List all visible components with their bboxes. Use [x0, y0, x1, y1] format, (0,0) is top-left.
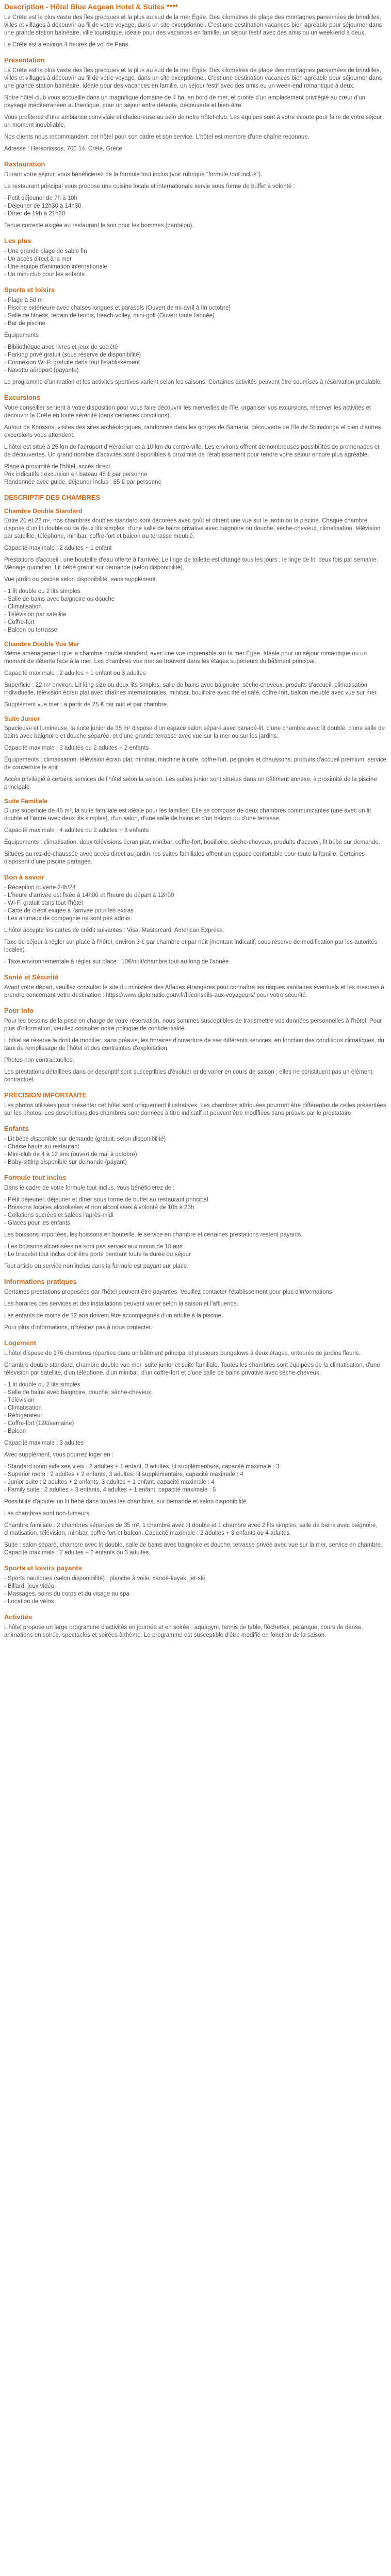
paragraph: Vue jardin ou piscine selon disponibilité, sans supplément. [4, 577, 157, 583]
paragraph: La Crète est la plus vaste des îles grecques et la plus au sud de la mer Égée. Des kilomètres de plage des montagnes parsemées de brindilles, villes et villages à découvrir au fil de votre voyage, dans un site exceptionnel. C'est une destination vacances bien agréable pour séjourner dans une grande station balnéaire, idéale pour des vacances en famille, un séjour festif avec des amis ou un week-end romantique à deux. [4, 67, 382, 89]
paragraph: Les photos utilisées pour présenter cet hôtel sont uniquement illustratives. Les chambres attribuées pourront être différentes de celles présentées sur les photos. Les descriptions des chambres sont données à titre indicatif et peuvent être modifiées sans préavis par le prestataire. [4, 1103, 386, 1116]
paragraph: Nos clients nous recommandent cet hôtel pour son cadre et son service. L'hôtel est membre d'une chaîne reconnue. [4, 134, 309, 140]
paragraph: Photos non contractuelles. [4, 1057, 74, 1063]
section-title: Restauration [4, 160, 45, 168]
paragraph: - Petit déjeuner, déjeuner et dîner sous forme de buffet au restaurant principal - Boissons locales alcoolisées et non alcoolisées à volonté de 10h à 23h - Collations sucrées et salées l'après-midi - Glaces pour les enfants [4, 1197, 208, 1226]
section-title: PRÉCISION IMPORTANTE [4, 1091, 87, 1099]
section-title: Bon à savoir [4, 873, 45, 881]
section-title: Activités [4, 1613, 32, 1621]
section-title: Enfants [4, 1125, 29, 1132]
paragraph: Capacité maximale : 4 adultes ou 2 adultes + 3 enfants [4, 827, 149, 834]
paragraph: L'hôtel propose un large programme d'activités en journée et en soirée : aquagym, tennis de table, fléchettes, pétanque, cours de danse, animations en soirée, spectacles et soirées à thème. Le programme est susceptible d'être modifié en fonction de la saison. [4, 1624, 363, 1638]
paragraph: Les boissons importées, les boissons en bouteille, le service en chambre et certaines prestations restent payants. [4, 1232, 303, 1238]
paragraph: Vous profiterez d'une ambiance conviviale et chaleureuse au sein de notre hôtel-club. Les équipes sont à votre écoute pour faire de votre séjour un moment inoubliable. [4, 114, 382, 128]
subsection-title: Chambre Double Standard [4, 507, 83, 515]
paragraph: Accès privilégié à certains services de l'hôtel selon la saison. Les suites junior sont situées dans un bâtiment annexe, à proximité de la piscine principale. [4, 776, 377, 790]
paragraph: L'hôtel dispose de 176 chambres réparties dans un bâtiment principal et plusieurs bungalows à deux étages, entourés de jardins fleuris. [4, 1350, 361, 1357]
paragraph: Notre hôtel-club vous accueille dans un magnifique domaine de 4 ha, en bord de mer, et profite d'un emplacement privilégié au cœur d'un paysage méditerranéen authentique, pour un séjour entre détente, découverte et bien-être. [4, 95, 365, 109]
paragraph: Plage à proximité de l'hôtel, accès direct. Prix indicatifs : excursion en bateau 45 € par personne Randonnée avec guide, déjeuner inclus : 65 € par personne [4, 464, 161, 485]
paragraph: Votre conseiller se tient à votre disposition pour vous faire découvrir les merveilles de l'île, organiser vos excursions, réserver les activités et découvrir la Crète en toute sérénité (dans certaines conditions). [4, 405, 371, 419]
section-title: Santé et Sécurité [4, 973, 59, 981]
paragraph: Même aménagement que la chambre double standard, avec une vue imprenable sur la mer Égée. Idéale pour un séjour romantique ou un moment de détente face à la mer. Les chambres vue mer se trouvent dans les étages supérieurs du bâtiment principal. [4, 651, 367, 665]
paragraph: Chambre familiale : 2 chambres séparées de 35 m², 1 chambre avec lit double et 1 chambre avec 2 lits simples, salle de bains avec baignoire, climatisation, télévision, minibar, coffre-fort et balcon. Capacité maximale : 2 adultes + 3 enfants ou 4 adultes. [4, 1522, 378, 1536]
paragraph: Avec supplément, vous pourrez loger en : [4, 1452, 114, 1458]
paragraph: Le Crète est le plus vaste des îles grecques et la plus au sud de la mer Égée. Des kilomètres de plage des montagnes parsemées de brindilles, villes et villages à découvrir au fil de votre voyage, dans un site exceptionnel. C'est une destination vacances bien agréable pour séjourner dans une grande station balnéaire, ville touristique, idéale pour des vacances en famille, un séjour festif avec des amis ou un week-end à deux. [4, 14, 382, 36]
paragraph: Les chambres sont non-fumeurs. [4, 1511, 91, 1517]
paragraph: Dans le cadre de votre formule tout inclus, vous bénéficierez de : [4, 1185, 175, 1191]
section-title: Formule tout inclus [4, 1174, 67, 1181]
section-title: Sports et loisirs payants [4, 1564, 82, 1572]
paragraph: Équipements : climatisation, deux télévisions écran plat, minibar, coffre-fort, bouilloire, sèche-cheveux, produits d'accueil, lit bébé sur demande. [4, 839, 380, 845]
intro [4, 14, 387, 49]
paragraph: Les prestations détaillées dans ce descriptif sont susceptibles d'évoluer et de varier en cours de saison ; elles ne constituent pas un élément contractuel. [4, 1069, 372, 1083]
paragraph: Les horaires des services et des installations peuvent varier selon la saison et l'affluence. [4, 1301, 238, 1307]
section-title: Présentation [4, 56, 45, 64]
paragraph: Taxe de séjour à régler sur place à l'hôtel, environ 3 € par chambre et par nuit (montant indicatif, sous réserve de modification par les autorités locales). [4, 939, 378, 953]
paragraph: - Lit bébé disponible sur demande (gratuit, selon disponibilité) - Chaise haute au restaurant - Mini-club de 4 à 12 ans (ouvert de mai à octobre) - Baby-sitting disponible sur demande (payant) [4, 1136, 166, 1165]
paragraph: Pour plus d'informations, n'hésitez pas à nous contacter. [4, 1325, 152, 1331]
paragraph: Situées au rez-de-chaussée avec accès direct au jardin, les suites familiales offrent un espace confortable pour toute la famille. Certaines disposent d'une piscine partagée. [4, 851, 365, 865]
paragraph: L'hôtel accepte les cartes de crédit suivantes : Visa, Mastercard, American Express. [4, 927, 224, 934]
paragraph: - Une grande plage de sable fin - Un accès direct à la mer - Une équipe d'animation internationale - Un mini-club pour les enfants [4, 248, 107, 278]
section-title: DESCRIPTIF DES CHAMBRES [4, 494, 101, 501]
paragraph: Avant votre départ, veuillez consulter le site du ministère des Affaires étrangères pour connaître les risques sanitaires éventuels et les mesures à prendre concernant votre destination : https://www.diplomatie.gouv.fr/fr/conseils-aux-voyageurs/ pour votre sécurité. [4, 985, 384, 998]
subsection-title: Suite Junior [4, 715, 40, 722]
paragraph: Le Crète est à environ 4 heures de vol de Paris. [4, 42, 130, 48]
section-title: Pour info [4, 1007, 34, 1014]
paragraph: - Bibliothèque avec livres et jeux de société - Parking privé gratuit (sous réserve de disponibilité) - Connexion Wi-Fi gratuite dans tout l'établissement - Navette aéroport (payante) [4, 344, 141, 374]
paragraph: - Taxe environnementale à régler sur place : 10€/nuit/chambre tout au long de l'année [4, 959, 229, 965]
paragraph: Capacité maximale : 3 adultes [4, 1440, 84, 1446]
paragraph: D'une superficie de 45 m², la suite familiale est idéale pour les familles. Elle se compose de deux chambres communicantes (une avec un lit double et l'autre avec deux lits simples), d'un salon, d'une salle de bains et d'un balcon ou d'une terrasse. [4, 808, 371, 822]
paragraph: Tenue correcte exigée au restaurant le soir pour les hommes (pantalon). [4, 223, 194, 229]
subsection-title: Suite Familiale [4, 798, 48, 805]
page-title: Description - Hôtel Blue Aegean Hotel & Suites **** [4, 3, 178, 11]
paragraph: - Les boissons alcoolisées ne sont pas servies aux moins de 18 ans - Le bracelet tout inclus doit être porté pendant toute la durée du séjour [4, 1244, 191, 1258]
section-title: Informations pratiques [4, 1278, 77, 1285]
paragraph: Chambre double standard, chambre double vue mer, suite junior et suite familiale. Toutes les chambres sont équipées de la climatisation, d'une télévision par satellite, d'un téléphone, d'un minibar, d'un coffre-fort et d'une salle de bains privative avec sèche-cheveux. [4, 1362, 380, 1376]
paragraph: Entre 20 et 22 m², nos chambres doubles standard sont décorées avec goût et offrent une vue sur le jardin ou la piscine. Chaque chambre dispose d'un lit double ou de deux lits simples, d'une salle de bains privative avec baignoire ou douche, sèche-cheveux, climatisation, télévision par satellite, téléphone, minibar, coffre-fort et balcon ou terrasse meublé. [4, 518, 381, 539]
paragraph: - Sports nautiques (selon disponibilité) : planche à voile, canoë-kayak, jet-ski - Billard, jeux vidéo - Massages, soins du corps et du visage au spa - Location de vélos [4, 1575, 205, 1605]
paragraph: Possibilité d'ajouter un lit bébé dans toutes les chambres, sur demande et selon disponibilité. [4, 1499, 248, 1505]
paragraph: Supplément vue mer : à partir de 25 € par nuit et par chambre. [4, 702, 169, 708]
paragraph: Superficie : 22 m² environ. Lit king size ou deux lits simples, salle de bains avec baignoire, sèche-cheveux, produits d'accueil, climatisation individuelle, télévision écran plat avec chaînes internationales, minibar, bouilloire avec thé et café, coffre-fort, balcon meublé avec vue sur mer. [4, 682, 378, 696]
paragraph: Les enfants de moins de 12 ans doivent être accompagnés d'un adulte à la piscine. [4, 1313, 223, 1319]
paragraph: Tout article ou service non inclus dans la formule est payant sur place. [4, 1263, 189, 1269]
paragraph: Suite : salon séparé, chambre avec lit double, salle de bains avec baignoire et douche, terrasse privée avec vue sur la mer, service en chambre. Capacité maximale : 2 adultes + 2 enfants ou 3 adultes. [4, 1542, 383, 1556]
paragraph: - Réception ouverte 24h/24 - L'heure d'arrivée est fixée à 14h00 et l'heure de départ à 12h00 - Wi-Fi gratuit dans tout l'hôtel - Carte de crédit exigée à l'arrivée pour les extras - Les animaux de compagnie ne sont pas admis [4, 885, 174, 922]
paragraph: Prestations d'accueil : une bouteille d'eau offerte à l'arrivée. Le linge de toilette est changé tous les jours ; le linge de lit, deux fois par semaine. Ménage quotidien. Lit bébé gratuit sur demande (selon disponibilité). [4, 557, 378, 571]
paragraph: Équipements : climatisation, télévision écran plat, minibar, machine à café, coffre-fort, peignoirs et chaussons, produits d'accueil premium, service de couverture le soir. [4, 757, 386, 771]
paragraph: Certaines prestations proposées par l'hôtel peuvent être payantes. Veuillez contacter l'établissement pour plus d'informations. [4, 1289, 334, 1295]
paragraph: Équipements [4, 332, 39, 338]
paragraph: Capacité maximale : 3 adultes ou 2 adultes + 2 enfants [4, 745, 149, 751]
paragraph: Autour de Knossos, visites des sites archéologiques, randonnée dans les gorges de Samaria, découverte de l'île de Spinalonga et bien d'autres excursions vous attendent. [4, 425, 381, 438]
paragraph: - Plage à 50 m - Piscine extérieure avec chaises longues et parasols (Ouvert de mi-avril à fin octobre) - Salle de fitness, terrain de tennis, beach-volley, mini-golf (Ouvert toute l'année) - Bar de piscine [4, 297, 231, 327]
paragraph: L'hôtel se réserve le droit de modifier, sans préavis, les horaires d'ouverture de ses différents services, en fonction des conditions climatiques, du taux de remplissage de l'hôtel et des contraintes d'exploitation. [4, 1038, 384, 1052]
paragraph: - 1 lit double ou 2 lits simples - Salle de bains avec baignoire, douche, sèche-cheveux - Télévision - Climatisation - Réfrigérateur - Coffre-fort (12€/semaine) - Balcon [4, 1382, 152, 1434]
paragraph: - 1 lit double ou 2 lits simples - Salle de bains avec baignoire ou douche - Climatisation - Télévision par satellite - Coffre-fort - Balcon ou terrasse [4, 588, 115, 633]
paragraph: Durant votre séjour, vous bénéficierez de la formule tout inclus (voir rubrique "formule tout inclus"). [4, 172, 263, 178]
paragraph: Spacieuse et lumineuse, la suite junior de 35 m² dispose d'un espace salon séparé avec canapé-lit, d'une chambre avec lit double, d'une salle de bains avec baignoire et douche séparée, et d'une grande terrasse avec vue sur la mer ou sur les jardins. [4, 725, 385, 739]
paragraph: Adresse : Hersonissos, 700 14, Crète, Grèce [4, 146, 122, 152]
paragraph: Le restaurant principal vous propose une cuisine locale et internationale servie sous forme de buffet à volonté : [4, 183, 295, 190]
paragraph: Capacité maximale : 2 adultes + 1 enfant [4, 545, 112, 551]
paragraph: Capacité maximale : 2 adultes + 1 enfant ou 3 adultes [4, 670, 146, 676]
paragraph: L'hôtel est situé à 25 km de l'aéroport d'Héraklion et à 10 km du centre-ville. Les environs offrent de nombreuses possibilités de promenades et de découvertes. Un grand nombre d'activités sont disponibles à proximité de l'établissement pour rendre votre séjour encore plus agréable. [4, 444, 380, 458]
subsection-title: Chambre Double Vue Mer [4, 640, 79, 648]
sections [4, 56, 387, 1639]
paragraph: Pour les besoins de la prise en charge de votre réservation, nous sommes susceptibles de transmettre vos données personnelles à l'hôtel. Pour plus d'information, veuillez consulter notre politique de confidentialité. [4, 1018, 382, 1032]
section-title: Sports et loisirs [4, 286, 55, 294]
section-title: Les plus [4, 237, 31, 245]
paragraph: - Petit déjeuner de 7h à 10h - Déjeuner de 12h30 à 14h30 - Dîner de 19h à 21h30 [4, 195, 82, 217]
paragraph: Le programme d'animation et les activités sportives varient selon les saisons. Certaines activités peuvent être soumises à réservation préalable. [4, 379, 382, 385]
paragraph: - Standard room side sea view : 2 adultes + 1 enfant, 3 adultes, lit supplémentaire, capacité maximale : 3 - Superior room : 2 adultes + 2 enfants, 3 adultes, lit supplémentaire, capacité maximale : 4 - Junior suite : 2 adultes + 2 enfants, 3 adultes + 1 enfant, capacité maximale : 4 - Family suite : 2 adultes + 3 enfants, 4 adultes + 1 enfant, capacité maximale : 5 [4, 1464, 280, 1493]
section-title: Excursions [4, 394, 41, 401]
section-title: Logement [4, 1339, 37, 1347]
